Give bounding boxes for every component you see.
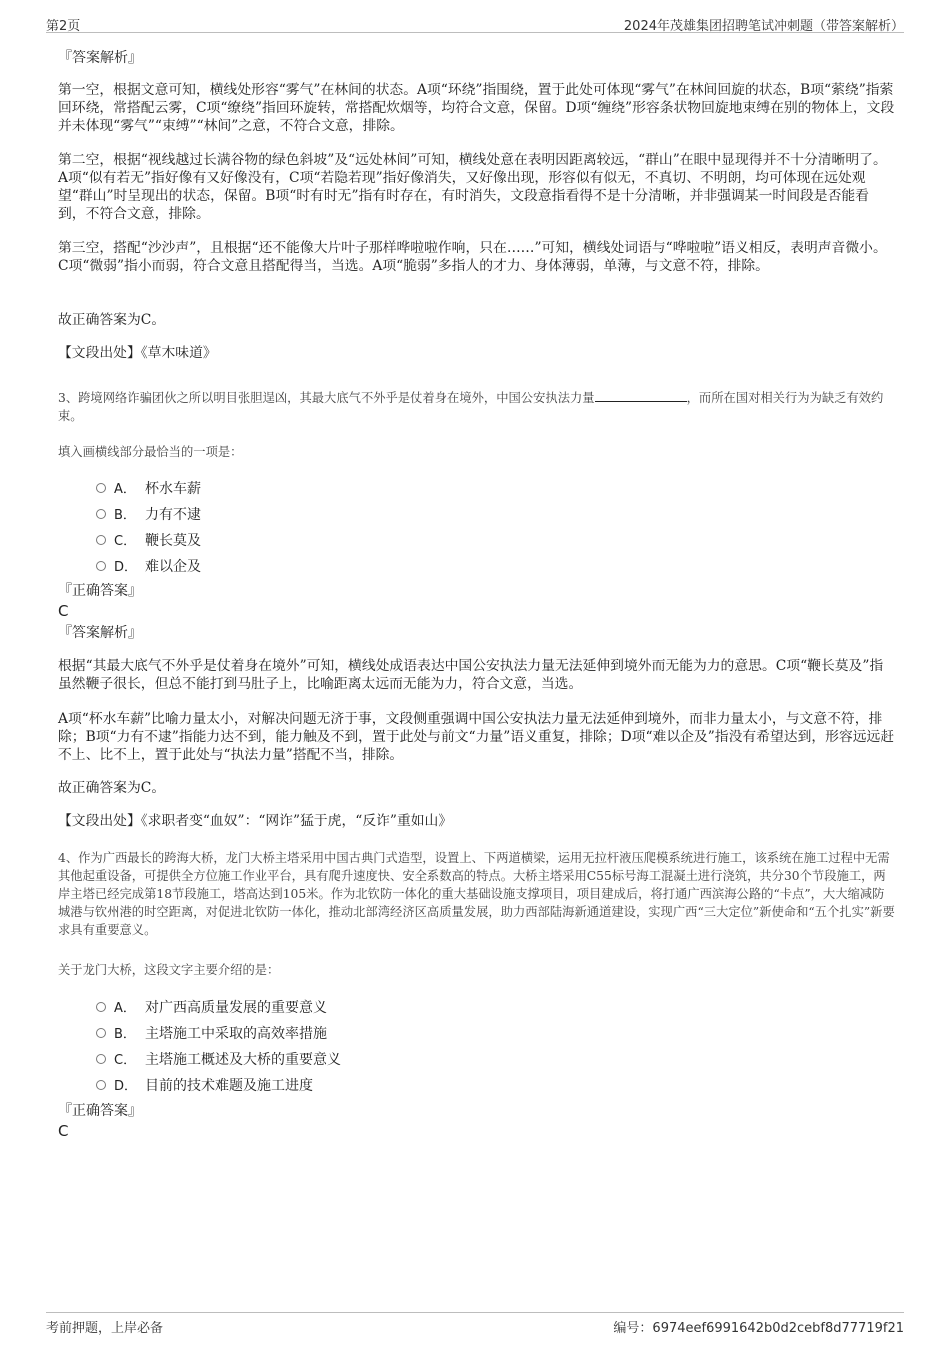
analysis-paragraph: 第三空，搭配“沙沙声”，且根据“还不能像大片叶子那样哗啦啦作响，只在……”可知，横线处词语与“哗啦啦”语义相反，表明声音微小。C项“微弱”指小而弱，符合文意且搭配得当，当选。A项“脆弱”多指人的才力、身体薄弱，单薄，与文意不符，排除。 bbox=[58, 240, 887, 274]
page-number: 第2页 bbox=[46, 19, 81, 34]
footer-slogan: 考前押题，上岸必备 bbox=[46, 1321, 164, 1336]
correct-answer: C bbox=[58, 602, 69, 620]
question-prompt: 关于龙门大桥，这段文字主要介绍的是： bbox=[58, 963, 280, 977]
answer-blank bbox=[595, 389, 687, 402]
analysis-paragraph: 第一空，根据文意可知，横线处形容“雾气”在林间的状态。A项“环绕”指围绕，置于此处可体现“雾气”在林间回旋的状态，B项“萦绕”指萦回环绕，常搭配云雾，C项“缭绕”指回环旋转，常搭配炊烟等，均符合文意，保留。D项“缠绕”形容条状物回旋地束缚在别的物体上，文段并未体现“雾气”“束缚”“林间”之意，不符合文意，排除。 bbox=[58, 82, 895, 134]
radio-button[interactable] bbox=[96, 483, 106, 493]
document-title: 2024年茂雄集团招聘笔试冲刺题（带答案解析） bbox=[623, 19, 904, 34]
radio-button[interactable] bbox=[96, 561, 106, 571]
analysis-paragraph: 根据“其最大底气不外乎是仗着身在境外”可知，横线处成语表达中国公安执法力量无法延伸到境外而无能为力的意思。C项“鞭长莫及”指虽然鞭子很长，但总不能打到马肚子上，比喻距离太远而无能为力，符合文意，当选。 bbox=[58, 658, 884, 692]
radio-button[interactable] bbox=[96, 1002, 106, 1012]
radio-button[interactable] bbox=[96, 1028, 106, 1038]
page-footer bbox=[46, 1312, 904, 1335]
conclusion: 故正确答案为C。 bbox=[58, 780, 166, 796]
question-stem: 3、跨境网络诈骗团伙之所以明目张胆逞凶，其最大底气不外乎是仗着身在境外，中国公安执法力量 ，而所在国对相关行为为缺乏有效约束。 bbox=[58, 391, 884, 423]
analysis-label: 『答案解析』 bbox=[58, 625, 142, 641]
correct-answer: C bbox=[58, 1122, 69, 1140]
radio-button[interactable] bbox=[96, 509, 106, 519]
analysis-paragraph: 第二空，根据“视线越过长满谷物的绿色斜坡”及“远处林间”可知，横线处意在表明因距离较远，“群山”在眼中显现得并不十分清晰明了。A项“似有若无”指好像有又好像没有，C项“若隐若现”指好像消失，又好像出现，形容似有似无，不真切、不明朗，均可体现在远处观望“群山”时呈现出的状态，保留。B项“时有时无”指有时存在，有时消失，文段意指看得不是十分清晰，并非强调某一时间段是否能看到，不符合文意，排除。 bbox=[58, 152, 887, 222]
source-citation: 【文段出处】《草木味道》 bbox=[58, 345, 217, 361]
radio-button[interactable] bbox=[96, 535, 106, 545]
radio-button[interactable] bbox=[96, 1080, 106, 1090]
document-code: 编号：6974eef6991642b0d2cebf8d77719f21 bbox=[613, 1321, 904, 1336]
conclusion: 故正确答案为C。 bbox=[58, 312, 166, 328]
question-prompt: 填入画横线部分最恰当的一项是： bbox=[58, 445, 243, 459]
analysis-paragraph: A项“杯水车薪”比喻力量太小，对解决问题无济于事，文段侧重强调中国公安执法力量无法延伸到境外，而非力量太小，与文意不符，排除；B项“力有不逮”指能力达不到，能力触及不到，置于此处与前文“力量”语义重复，排除；D项“难以企及”指没有希望达到，形容远远赶不上、比不上，置于此处与“执法力量”搭配不当，排除。 bbox=[58, 711, 895, 763]
source-citation: 【文段出处】《求职者变“血奴”：“网诈”猛于虎，“反诈”重如山》 bbox=[58, 813, 453, 829]
page-header bbox=[46, 12, 904, 33]
question-stem: 4、作为广西最长的跨海大桥，龙门大桥主塔采用中国古典门式造型，设置上、下两道横梁，运用无拉杆液压爬模系统进行施工，该系统在施工过程中无需其他起重设备，可提供全方位施工作业平台，具有爬升速度快、安全系数高的特点。大桥主塔采用C55标号海工混凝土进行浇筑，共分30个节段施工，两岸主塔已经完成第18节段施工，塔高达到105米。作为北钦防一体化的重大基础设施支撑项目，项目建成后，将打通广西滨海公路的“卡点”，大大缩减防城港与钦州港的时空距离，对促进北钦防一体化，推动北部湾经济区高质量发展，助力西部陆海新通道建设，实现广西“三大定位”新使命和“五个扎实”新要求具有重要意义。 bbox=[58, 851, 895, 937]
radio-button[interactable] bbox=[96, 1054, 106, 1064]
correct-answer-label: 『正确答案』 bbox=[58, 1103, 142, 1119]
correct-answer-label: 『正确答案』 bbox=[58, 583, 142, 599]
analysis-label: 『答案解析』 bbox=[58, 50, 142, 66]
